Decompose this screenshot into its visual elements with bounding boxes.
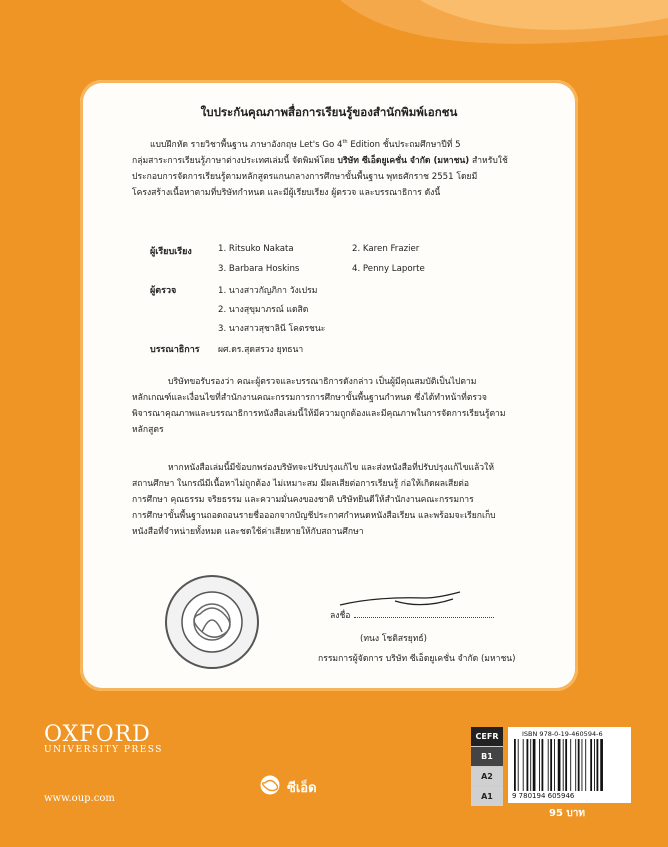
price-label: 95 บาท xyxy=(549,808,585,819)
signature-line: ลงชื่อ xyxy=(330,608,494,622)
barcode-number: 9 780194 605946 xyxy=(512,792,575,800)
author-item: 4. Penny Laporte xyxy=(352,264,425,274)
quality-certificate-card xyxy=(80,80,578,691)
authors-label: ผู้เรียบเรียง xyxy=(150,247,192,257)
se-ed-logo-icon xyxy=(260,775,280,795)
reviewers-label: ผู้ตรวจ xyxy=(150,286,177,296)
signatory-position: กรรมการผู้จัดการ บริษัท ซีเอ็ดยูเคชั่น จำกัด (มหาชน) xyxy=(318,654,516,664)
cefr-level: A1 xyxy=(471,787,503,806)
isbn-barcode xyxy=(508,727,631,803)
reviewer-item: 3. นางสาวสุชาลินี โคตรชนะ xyxy=(218,324,326,334)
editor-label: บรรณาธิการ xyxy=(150,345,200,355)
top-wave-decoration xyxy=(0,0,668,80)
author-item: 2. Karen Frazier xyxy=(352,244,420,254)
author-item: 3. Barbara Hoskins xyxy=(218,264,300,274)
oxford-logo: OXFORD UNIVERSITY PRESS xyxy=(44,722,163,755)
reviewer-item: 1. นางสาวกัญภิกา วังเปรม xyxy=(218,286,318,296)
intro-paragraph: แบบฝึกหัด รายวิชาพื้นฐาน ภาษาอังกฤษ Let's Go 4th Edition ชั้นประถมศึกษาปีที่ 5 กลุ่มสาระการเรียนรู้ภาษาต่างประเทศเล่มนี้ จัดพิมพ์โดย บริษัท ซีเอ็ดยูเคชั่น จำกัด (มหาชน) สำหรับใช้ ประกอบการจัดการเรียนรู้ตามหลักสูตรแกนกลางการศึกษาขั้นพื้นฐาน พุทธศักราช 2551 โดยมี โครงสร้างเนื้อหาตามที่บริษัทกำหนด และมีผู้เรียบเรียง ผู้ตรวจ และบรรณาธิการ ดังนี้ xyxy=(132,139,508,198)
company-seal-icon xyxy=(162,572,262,672)
cefr-level: B1 xyxy=(471,747,503,767)
se-ed-logo-text: ซีเอ็ด xyxy=(287,781,317,796)
certificate-title: ใบประกันคุณภาพสื่อการเรียนรู้ของสำนักพิมพ์เอกชน xyxy=(200,105,458,119)
editor-name: ผศ.ดร.สุดสรวง ยุทธนา xyxy=(218,345,304,355)
isbn-text: ISBN 978-0-19-460594-6 xyxy=(522,730,603,738)
oup-website: www.oup.com xyxy=(44,793,115,804)
certification-paragraph: บริษัทขอรับรองว่า คณะผู้ตรวจและบรรณาธิการดังกล่าว เป็นผู้มีคุณสมบัติเป็นไปตาม หลักเกณฑ์และเงื่อนไขที่สำนักงานคณะกรรมการการศึกษาขั้นพื้นฐานกำหนด ซึ่งได้ทำหน้าที่ตรวจ พิจารณาคุณภาพและบรรณาธิการหนังสือเล่มนี้ให้มีความถูกต้องและมีคุณภาพในการจัดการเรียนรู้ตาม หลักสูตร xyxy=(132,377,506,435)
warranty-paragraph: หากหนังสือเล่มนี้มีข้อบกพร่องบริษัทจะปรับปรุงแก้ไข และส่งหนังสือที่ปรับปรุงแก้ไขแล้วให้ สถานศึกษา ในกรณีมีเนื้อหาไม่ถูกต้อง ไม่เหมาะสม มีผลเสียต่อการเรียนรู้ ก่อให้เกิดผลเสียต่อ การศึกษา คุณธรรม จริยธรรม และความมั่นคงของชาติ บริษัทยินดีให้สำนักงานคณะกรรมการ การศึกษาขั้นพื้นฐานถอดถอนรายชื่อออกจากบัญชีประกาศกำหนดหนังสือเรียน และพร้อมจะเรียกเก็บ หนังสือที่จำหน่ายทั้งหมด และชดใช้ค่าเสียหายให้กับสถานศึกษา xyxy=(132,463,496,537)
cefr-level: A2 xyxy=(471,767,503,787)
reviewer-item: 2. นางสุขุมาภรณ์ แดสิด xyxy=(218,305,309,315)
cefr-header: CEFR xyxy=(471,727,503,747)
signatory-name: (ทนง โชติสรยุทธ์) xyxy=(360,634,428,644)
cefr-level-box xyxy=(471,727,503,803)
barcode-bars-icon xyxy=(514,739,626,791)
author-item: 1. Ritsuko Nakata xyxy=(218,244,294,254)
